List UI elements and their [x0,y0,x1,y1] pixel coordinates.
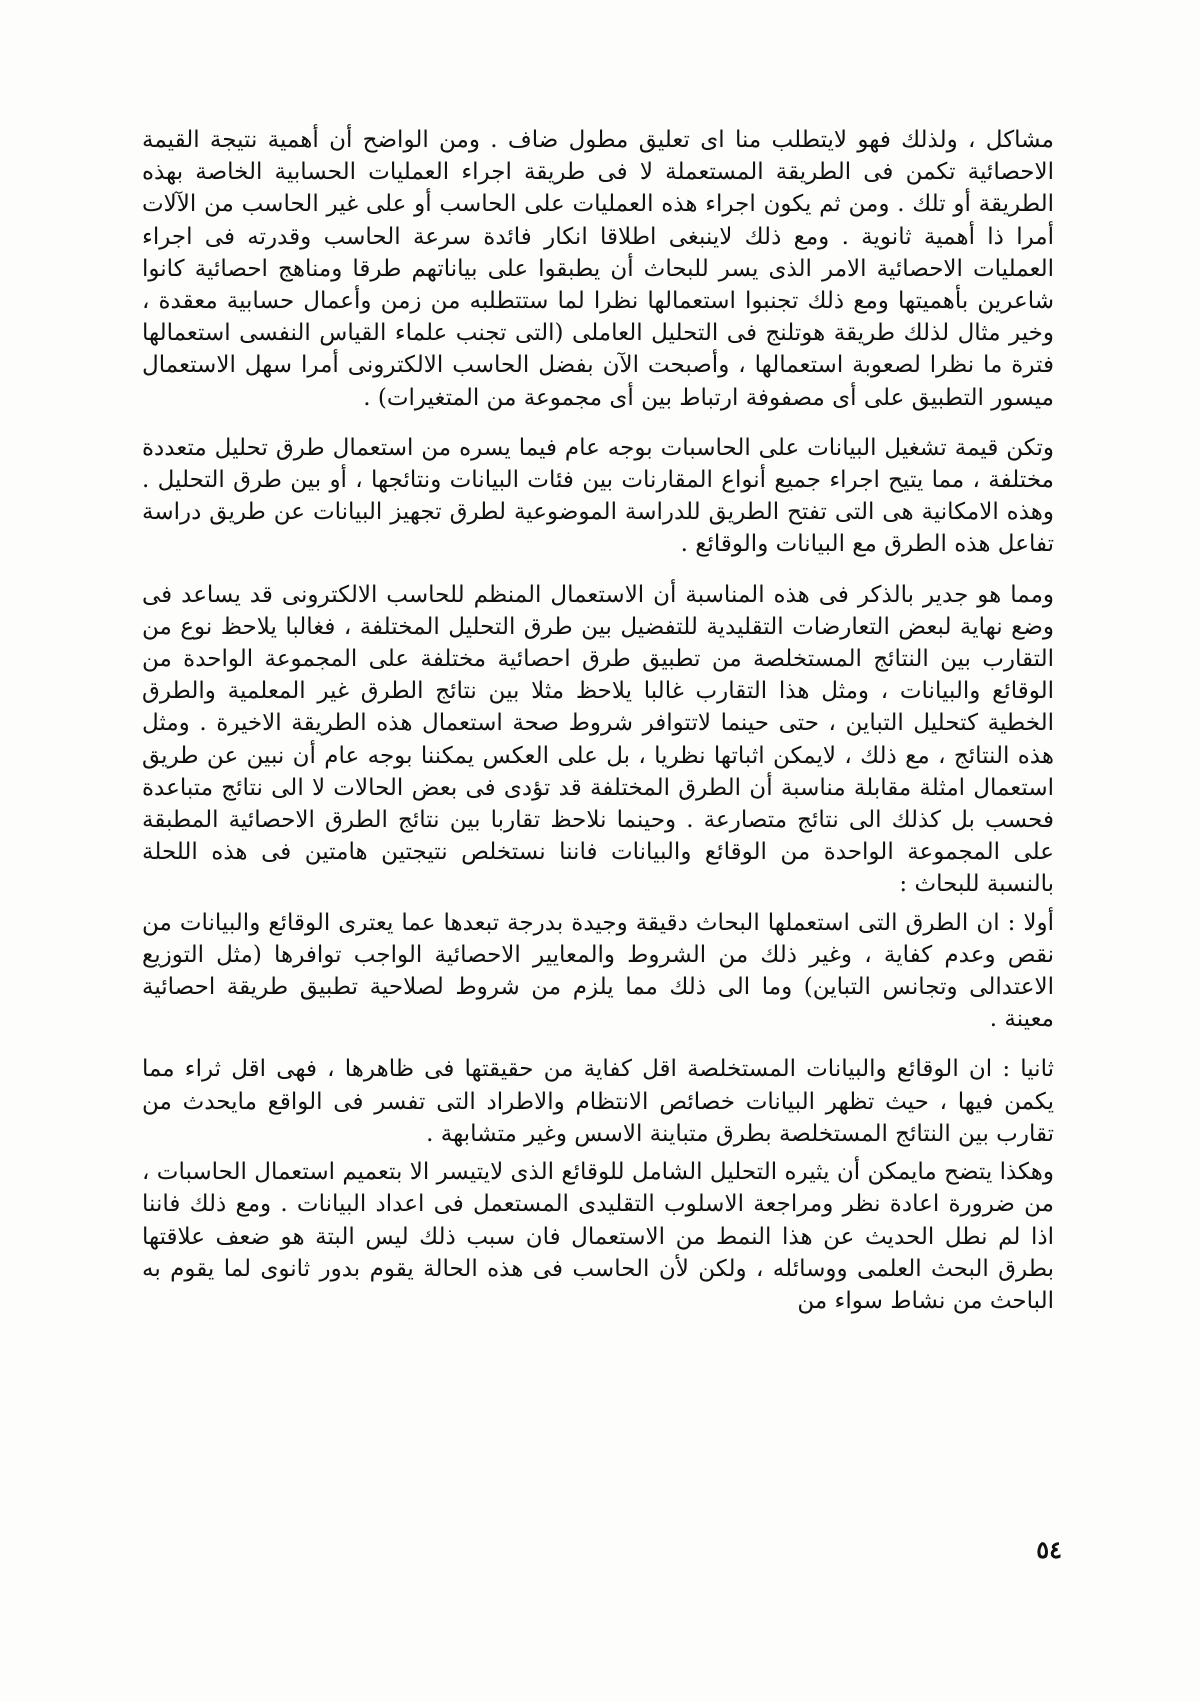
paragraph-closing: وهكذا يتضح مايمكن أن يثيره التحليل الشامل للوقائع الذى لايتيسر الا بتعميم استعمال الحاسبات ، من ضرورة اعادة نظر ومراجعة الاسلوب التقليدى المستعمل فى اعداد البيانات . ومع ذلك فاننا اذا لم نطل الحديث عن هذا النمط من الاستعمال فان سبب ذلك ليس البتة هو ضعف علاقتها بطرق البحث العلمى ووسائله ، ولكن لأن الحاسب فى هذه الحالة يقوم بدور ثانوى لما يقوم به الباحث من نشاط سواء من [142,1159,1054,1314]
paragraph-first-conclusion: أولا : ان الطرق التى استعملها البحاث دقيقة وجيدة بدرجة تبعدها عما يعترى الوقائع والبيانات من نقص وعدم كفاية ، وغير ذلك من الشروط والمعايير الاحصائية الواجب توافرها (مثل التوزيع الاعتدالى وتجانس التباين) وما الى ذلك مما يلزم من شروط لصلاحية تطبيق طريقة احصائية معينة . [142,909,1054,1033]
paragraph-second-conclusion: ثانيا : ان الوقائع والبيانات المستخلصة اقل كفاية من حقيقتها فى ظاهرها ، فهى اقل ثراء مما يكمن فيها ، حيث تظهر البيانات خصائص الانتظام والاطراد التى تفسر فى الواقع مايحدث من تقارب بين النتائج المستخلصة بطرق متباينة الاسس وغير متشابهة . [142,1056,1054,1147]
paragraph-computation-importance: مشاكل ، ولذلك فهو لايتطلب منا اى تعليق مطول ضاف . ومن الواضح أن أهمية نتيجة القيمة الاحصائية تكمن فى الطريقة المستعملة لا فى طريقة اجراء العمليات الحسابية الخاصة بهذه الطريقة أو تلك . ومن ثم يكون اجراء هذه العمليات على الحاسب أو على غير الحاسب من الآلات أمرا ذا أهمية ثانوية . ومع ذلك لاينبغى اطلاقا انكار فائدة سرعة الحاسب وقدرته فى اجراء العمليات الاحصائية الامر الذى يسر للبحاث أن يطبقوا على بياناتهم طرقا ومناهج احصائية كانوا شاعرين بأهميتها ومع ذلك تجنبوا استعمالها نظرا لما ستتطلبه من زمن وأعمال حسابية معقدة ، وخير مثال لذلك طريقة هوتلنج فى التحليل العاملى (التى تجنب علماء القياس النفسى استعمالها فترة ما نظرا لصعوبة استعمالها ، وأصبحت الآن بفضل الحاسب الالكترونى أمرا سهل الاستعمال ميسور التطبيق على أى مصفوفة ارتباط بين أى مجموعة من المتغيرات) . [142,127,1054,411]
page-number: ٥٤ [1036,1535,1062,1564]
body-text [142,124,1054,1317]
paragraph-data-processing-value: وتكن قيمة تشغيل البيانات على الحاسبات بوجه عام فيما يسره من استعمال طرق تحليل متعددة مختلفة ، مما يتيح اجراء جميع أنواع المقارنات بين فئات البيانات ونتائجها ، أو بين طرق التحليل . وهذه الامكانية هى التى تفتح الطريق للدراسة الموضوعية لطرق تجهيز البيانات عن طريق دراسة تفاعل هذه الطرق مع البيانات والوقائع . [142,434,1054,558]
paragraph-methods-convergence: ومما هو جدير بالذكر فى هذه المناسبة أن الاستعمال المنظم للحاسب الالكترونى قد يساعد فى وضع نهاية لبعض التعارضات التقليدية للتفضيل بين طرق التحليل المختلفة ، فغالبا يلاحظ نوع من التقارب بين النتائج المستخلصة من تطبيق طرق احصائية مختلفة على المجموعة الواحدة من الوقائع والبيانات ، ومثل هذا التقارب غالبا يلاحظ مثلا بين نتائج الطرق غير المعلمية والطرق الخطية كتحليل التباين ، حتى حينما لاتتوافر شروط صحة استعمال هذه الطريقة الاخيرة . ومثل هذه النتائج ، مع ذلك ، لايمكن اثباتها نظريا ، بل على العكس يمكننا بوجه عام أن نبين عن طريق استعمال امثلة مقابلة مناسبة أن الطرق المختلفة قد تؤدى فى بعض الحالات لا الى نتائج متباعدة فحسب بل كذلك الى نتائج متصارعة . وحينما نلاحظ تقاربا بين نتائج الطرق الاحصائية المطبقة على المجموعة الواحدة من الوقائع والبيانات فاننا نستخلص نتيجتين هامتين فى هذه اللحلة بالنسبة للبحاث : [142,581,1054,898]
